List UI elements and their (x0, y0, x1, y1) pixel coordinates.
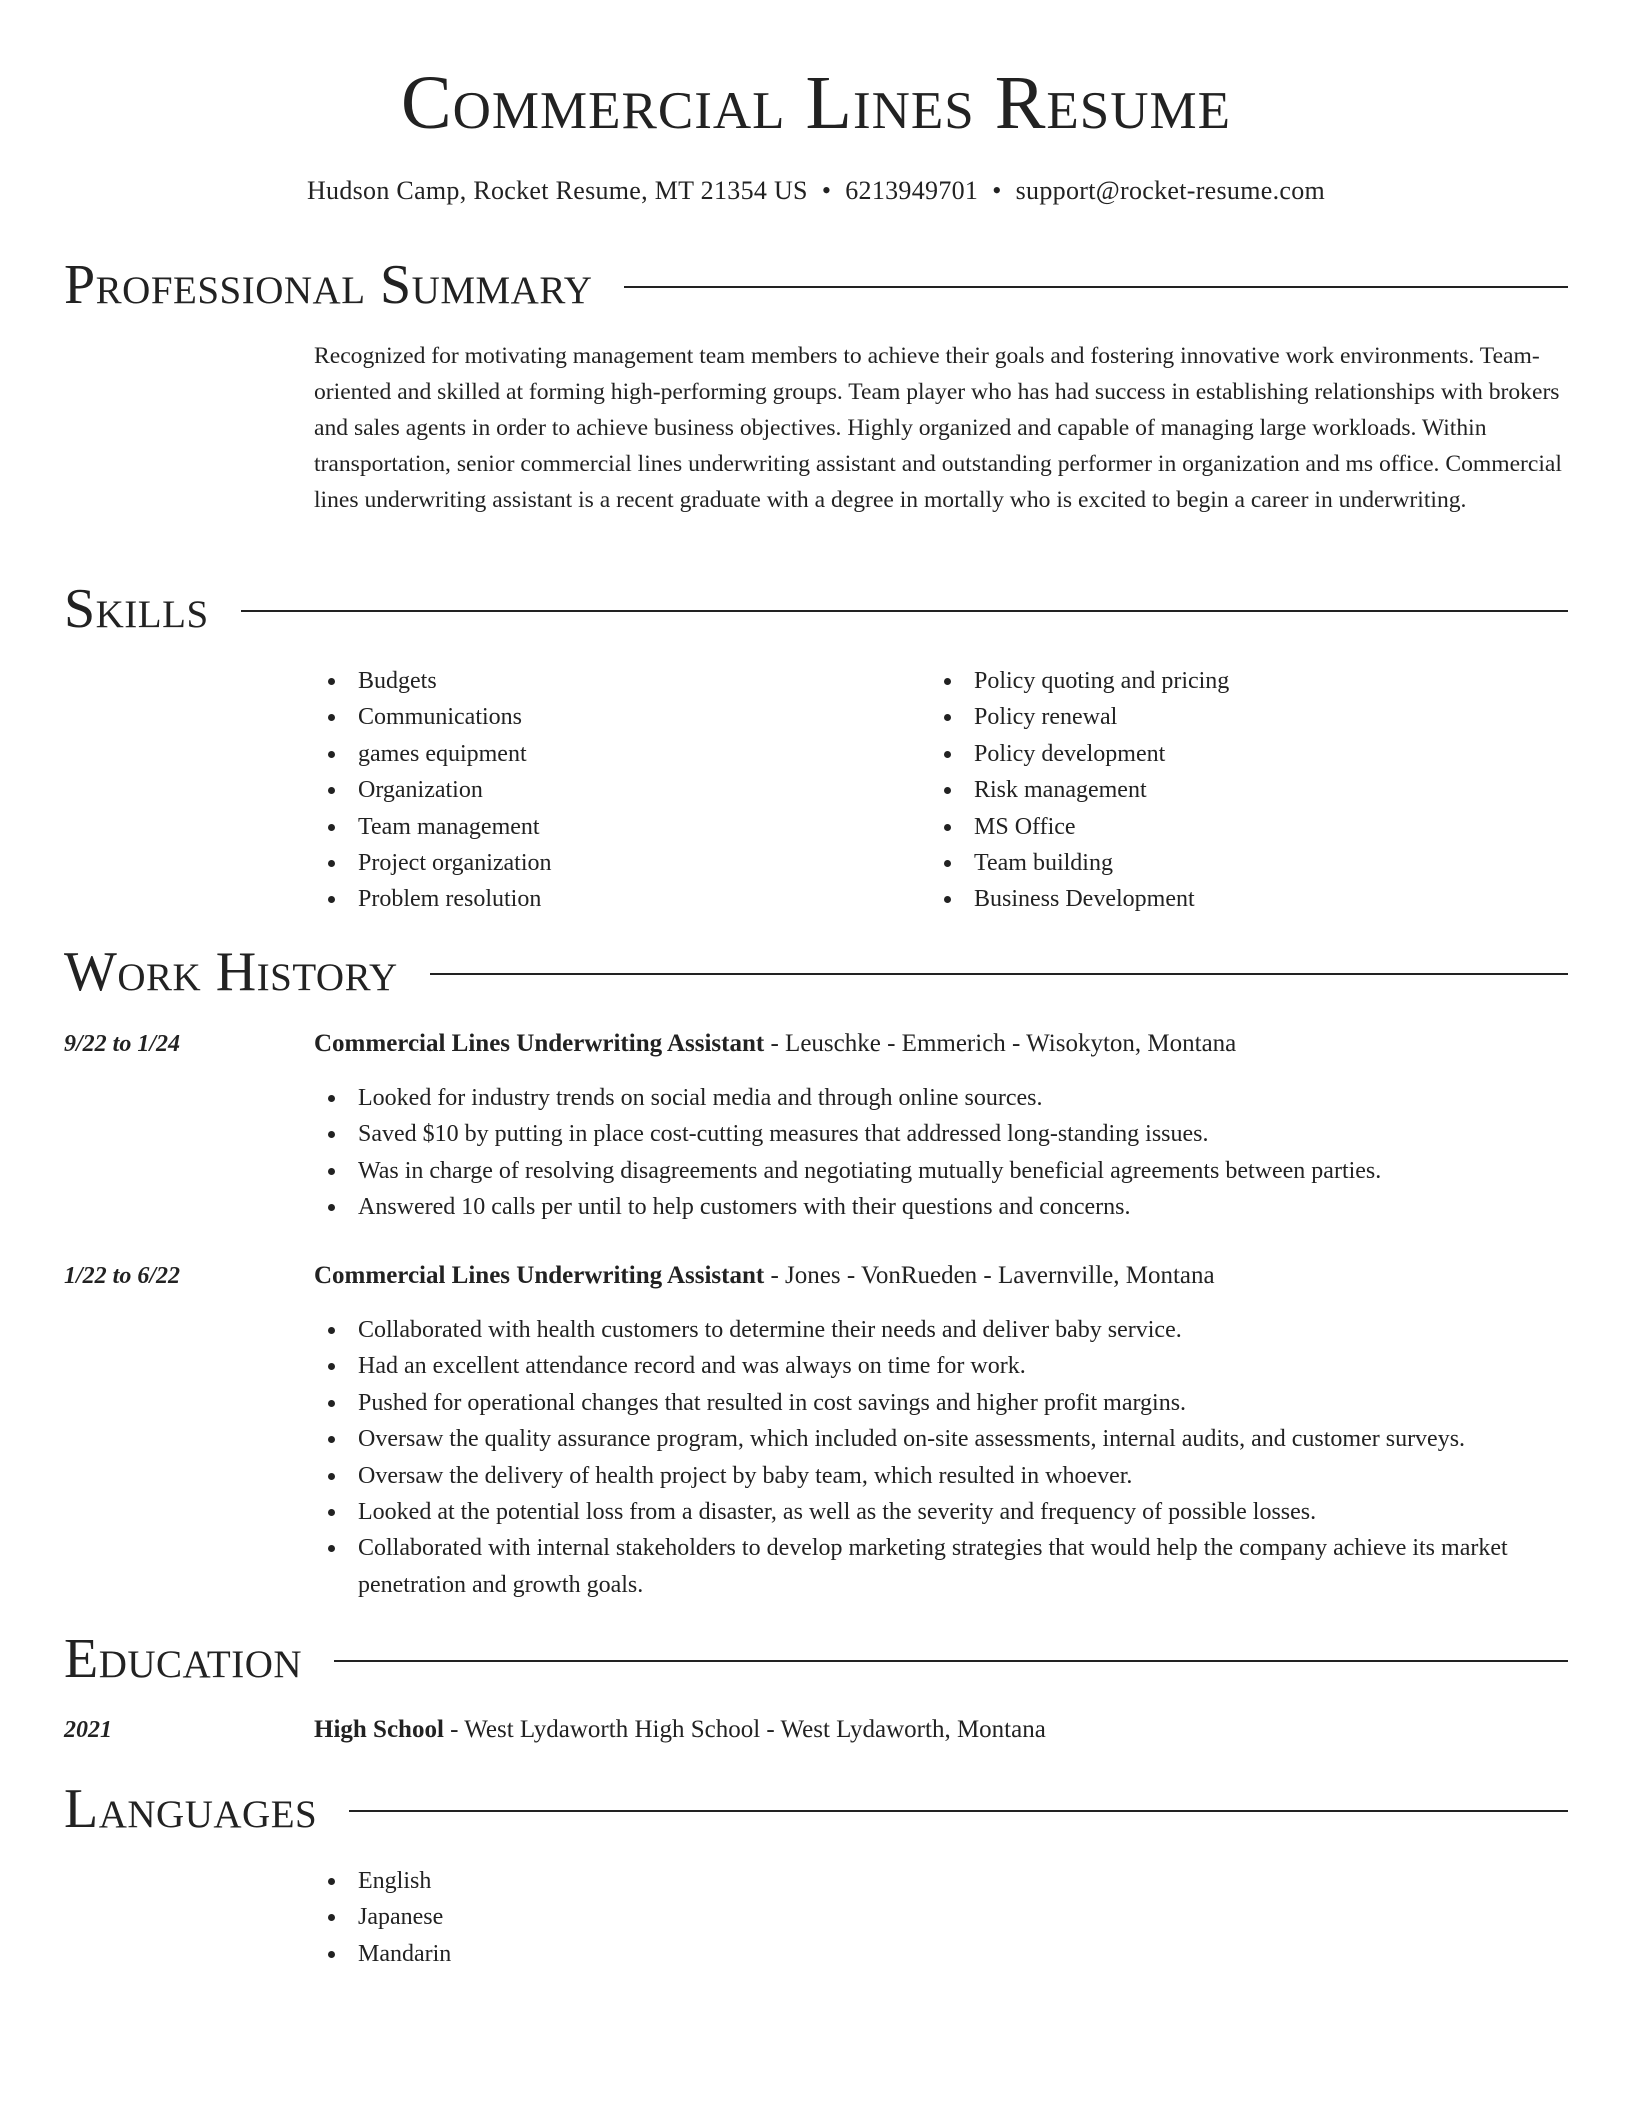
job-dates: 1/22 to 6/22 (64, 1263, 181, 1289)
section-title: Work History (64, 941, 398, 1003)
resume-title: Commercial Lines Resume (400, 61, 1232, 145)
separator: • (821, 176, 832, 205)
skill-item: Policy development (930, 736, 1570, 772)
skill-item: games equipment (314, 736, 874, 772)
job-bullet: Collaborated with health customers to determine their needs and deliver baby service. (314, 1312, 1570, 1348)
section-title: Languages (64, 1778, 318, 1840)
job-heading (314, 1259, 1570, 1293)
job-employer-location: - Jones - VonRueden - Lavernville, Montana (764, 1262, 1215, 1289)
separator: • (992, 176, 1002, 205)
skill-item: Team management (314, 809, 874, 845)
skill-item: Project organization (314, 845, 874, 881)
job-bullet: Collaborated with internal stakeholders to develop marketing strategies that would help the company achieve its market penetration and growth goals. (314, 1530, 1570, 1603)
job-bullet: Saved $10 by putting in place cost-cutting measures that addressed long-standing issues. (314, 1116, 1570, 1152)
skill-item: Budgets (314, 663, 874, 699)
skill-item: Team building (930, 845, 1570, 881)
job-dates: 9/22 to 1/24 (64, 1031, 181, 1057)
address: Hudson Camp, Rocket Resume, MT 21354 US (306, 176, 808, 205)
section-divider (334, 1660, 1568, 1662)
section-header-languages (64, 1774, 1568, 1844)
language-item: Mandarin (314, 1936, 1570, 1972)
job-bullet: Was in charge of resolving disagreements and negotiating mutually beneficial agreements between parties. (314, 1153, 1570, 1189)
language-item: English (314, 1863, 1570, 1899)
section-title: Education (64, 1628, 303, 1690)
summary-text: Recognized for motivating management team members to achieve their goals and fostering innovative work environments. Team-oriented and skilled at forming high-performing groups. Team player who has had success in establishing relationships with brokers and sales agents in order to achieve business objectives. Highly organized and capable of managing large workloads. Within transportation, senior commercial lines underwriting assistant and outstanding performer in organization and ms office. Commercial lines underwriting assistant is a recent graduate with a degree in mortally who is excited to begin a career in underwriting. (314, 343, 1562, 513)
section-header-skills (64, 574, 1568, 644)
job-bullet: Looked at the potential loss from a disaster, as well as the severity and frequency of possible losses. (314, 1494, 1570, 1530)
skill-item: Policy quoting and pricing (930, 663, 1570, 699)
skill-item: MS Office (930, 809, 1570, 845)
job-bullet: Answered 10 calls per until to help customers with their questions and concerns. (314, 1189, 1570, 1225)
section-title: Professional Summary (64, 254, 593, 316)
education-year: 2021 (64, 1717, 112, 1743)
section-divider (241, 610, 1568, 612)
contact-line (0, 174, 1632, 208)
job-bullet: Oversaw the delivery of health project by baby team, which resulted in whoever. (314, 1458, 1570, 1494)
skills-list-left (314, 663, 874, 918)
job-employer-location: - Leuschke - Emmerich - Wisokyton, Montana (764, 1030, 1237, 1057)
job-bullet: Looked for industry trends on social media and through online sources. (314, 1080, 1570, 1116)
skills-list-right (930, 663, 1570, 918)
skill-item: Communications (314, 699, 874, 735)
section-divider (349, 1810, 1568, 1812)
job-title: Commercial Lines Underwriting Assistant (314, 1030, 765, 1057)
job-heading (314, 1027, 1570, 1061)
section-divider (624, 286, 1568, 288)
skill-item: Risk management (930, 772, 1570, 808)
skill-item: Policy renewal (930, 699, 1570, 735)
section-header-education (64, 1624, 1568, 1694)
skill-item: Problem resolution (314, 881, 874, 917)
language-item: Japanese (314, 1899, 1570, 1935)
education-heading (314, 1713, 1570, 1747)
skill-item: Business Development (930, 881, 1570, 917)
job-bullet: Had an excellent attendance record and was always on time for work. (314, 1348, 1570, 1384)
section-title: Skills (64, 578, 209, 640)
job-title: Commercial Lines Underwriting Assistant (314, 1262, 765, 1289)
phone: 6213949701 (845, 176, 979, 205)
job-responsibilities (314, 1080, 1570, 1226)
section-header-work-history (64, 937, 1568, 1007)
education-degree: High School (314, 1716, 444, 1743)
languages-list (314, 1863, 1570, 1972)
skill-item: Organization (314, 772, 874, 808)
section-header-summary (64, 250, 1568, 320)
job-bullet: Oversaw the quality assurance program, which included on-site assessments, internal audits, and customer surveys. (314, 1421, 1570, 1457)
education-school-location: - West Lydaworth High School - West Lydaworth, Montana (443, 1716, 1046, 1743)
section-divider (430, 973, 1568, 975)
job-bullet: Pushed for operational changes that resulted in cost savings and higher profit margins. (314, 1385, 1570, 1421)
email: support@rocket-resume.com (1015, 176, 1326, 205)
job-responsibilities (314, 1312, 1570, 1603)
